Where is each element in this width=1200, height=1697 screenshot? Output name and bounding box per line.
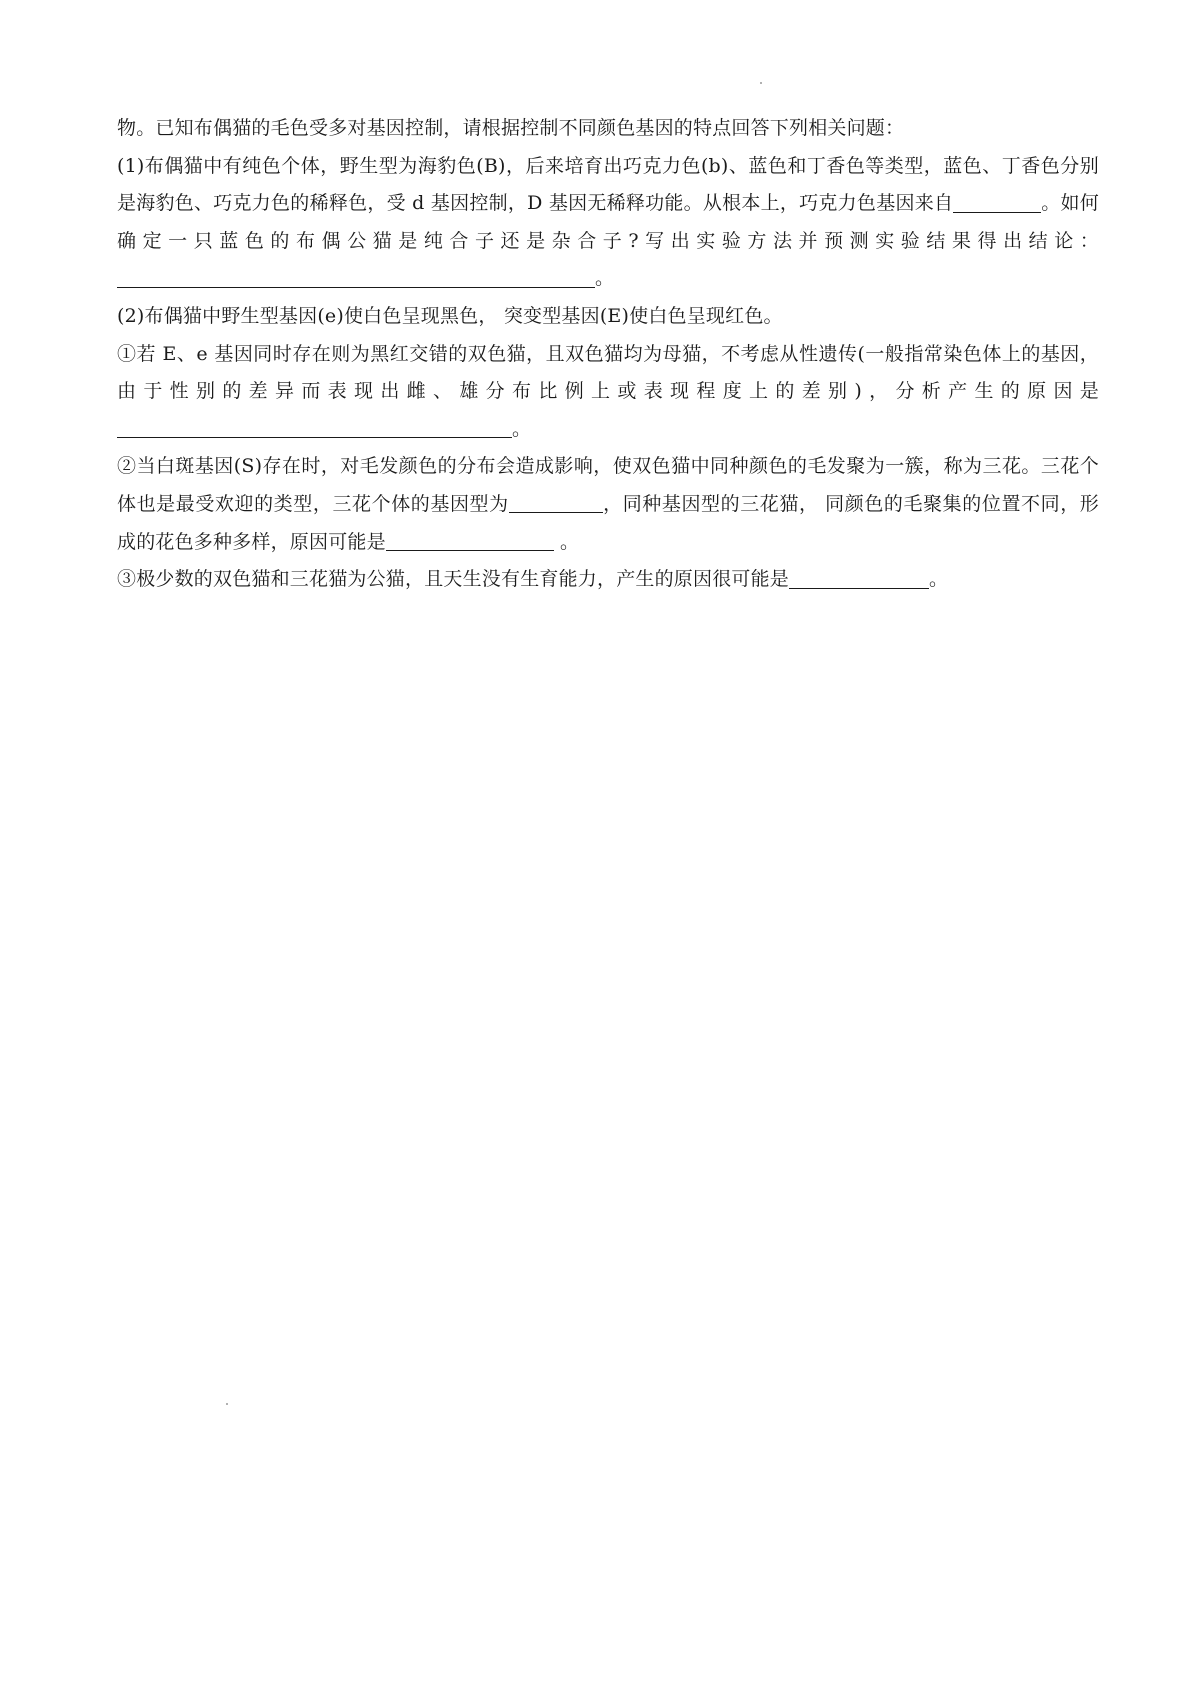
question-2-sub-2: ②当白斑基因(S)存在时，对毛发颜色的分布会造成影响，使双色猫中同种颜色的毛发聚为一簇，称为三花。三花个体也是最受欢迎的类型，三花个体的基因型为 ，同种基因型的三花猫， 同颜色的毛聚集的位置不同，形成的花色多种多样，原因可能是 。 <box>117 455 1099 553</box>
intro-paragraph: 物。已知布偶猫的毛色受多对基因控制，请根据控制不同颜色基因的特点回答下列相关问题： <box>117 117 905 139</box>
question-2-sub-3: ③极少数的双色猫和三花猫为公猫，且天生没有生育能力，产生的原因很可能是 。 <box>117 568 949 591</box>
question-1: (1)布偶猫中有纯色个体，野生型为海豹色(B)，后来培育出巧克力色(b)、蓝色和丁香色等类型，蓝色、丁香色分别是海豹色、巧克力色的稀释色，受 d 基因控制，D 基因无稀释功能。从根本上，巧克力色基因来自 。如何确定一只蓝色的布偶公猫是纯合子还是杂合子?写出实验方法并预测实验结果得出结论：。 <box>117 154 1099 290</box>
scan-speck <box>226 1403 228 1405</box>
scan-speck <box>760 82 762 84</box>
answer-blank-gene-origin[interactable] <box>953 192 1041 213</box>
answer-blank-bicolor-reason[interactable] <box>117 417 512 438</box>
question-2-sub-1: ①若 E、e 基因同时存在则为黑红交错的双色猫，且双色猫均为母猫，不考虑从性遗传(一般指常染色体上的基因，由于性别的差异而表现出雌、雄分布比例上或表现程度上的差别)，分析产生的原因是。 <box>117 342 1099 440</box>
answer-blank-pattern-reason[interactable] <box>386 530 554 551</box>
answer-blank-experiment[interactable] <box>117 267 595 288</box>
answer-blank-male-reason[interactable] <box>789 568 929 589</box>
answer-blank-genotype[interactable] <box>509 492 603 513</box>
question-2-intro: (2)布偶猫中野生型基因(e)使白色呈现黑色， 突变型基因(E)使白色呈现红色。 <box>117 304 783 327</box>
question-text <box>117 110 1099 599</box>
